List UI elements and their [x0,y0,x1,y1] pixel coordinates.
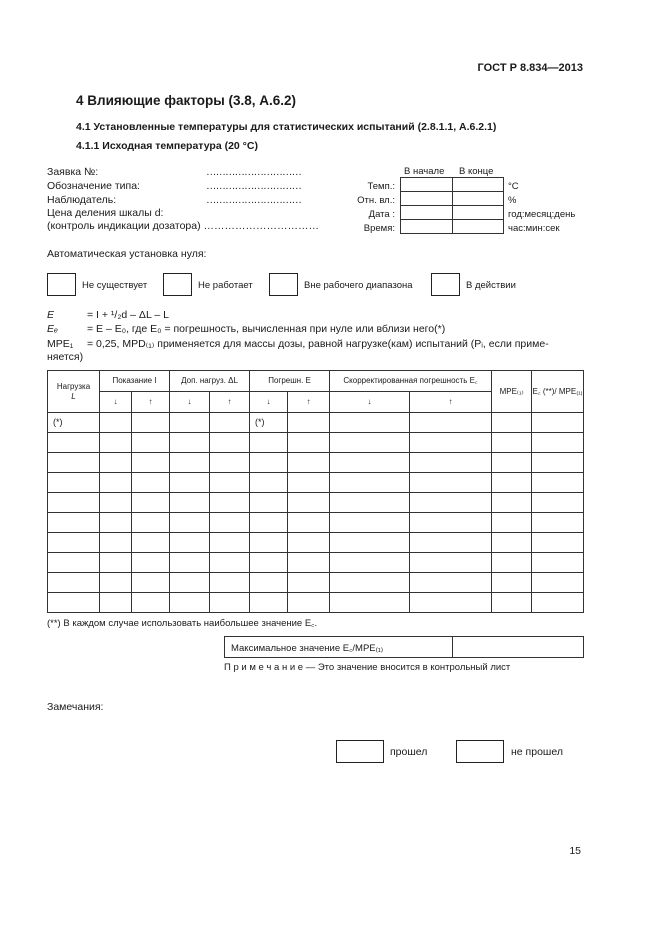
table-row [48,453,584,473]
temp-start-cell[interactable] [401,178,453,192]
subsubsection-title: 4.1.1 Исходная температура (20 °С) [76,140,258,152]
table-cell[interactable] [48,433,100,453]
formula-e-text: = I + ¹/₂d – ΔL – L [87,309,169,321]
header-ratio: E꜀ (**)/ MPE₍₁₎ [532,371,584,413]
note-text: П р и м е ч а н и е — Это значение вносится в контрольный лист [224,662,511,673]
table-cell[interactable] [532,573,584,593]
formula-ec-symbol: Eₑ [47,323,59,335]
table-cell[interactable] [250,513,288,533]
table-cell[interactable] [210,533,250,553]
option-not-working-label: Не работает [198,280,253,291]
remarks-label: Замечания: [47,701,104,713]
table-cell[interactable] [170,433,210,453]
table-cell[interactable] [330,493,410,513]
table-cell[interactable] [410,573,492,593]
table-cell[interactable] [330,573,410,593]
table-cell[interactable] [532,453,584,473]
table-cell[interactable] [492,413,532,433]
header-mpe: MPE₍₁₎ [492,371,532,413]
arrow-down-icon: ↓ [250,392,288,413]
table-cell[interactable] [48,493,100,513]
fail-label: не прошел [511,746,563,758]
arrow-up-icon: ↑ [210,392,250,413]
footnote: (**) В каждом случае использовать наибольшее значение E꜀. [47,618,318,629]
option-not-exist-label: Не существует [82,280,148,291]
table-cell[interactable] [492,473,532,493]
table-row [48,533,584,553]
table-cell[interactable] [532,533,584,553]
table-cell[interactable] [132,573,170,593]
table-cell[interactable] [48,553,100,573]
table-cell[interactable] [492,573,532,593]
field-application-label: Заявка №: [47,166,99,178]
option-active-label: В действии [466,280,516,291]
table-cell[interactable] [532,493,584,513]
table-cell[interactable] [170,493,210,513]
table-row [48,593,584,613]
option-not-exist-checkbox[interactable] [47,273,76,296]
table-cell[interactable] [250,593,288,613]
table-row [48,413,584,433]
table-cell[interactable] [288,413,330,433]
option-not-working-checkbox[interactable] [163,273,192,296]
table-cell[interactable] [492,533,532,553]
header-load-label: Нагрузка [56,381,91,391]
date-unit: год:месяц:день [508,209,576,220]
table-cell[interactable] [170,553,210,573]
table-cell[interactable] [100,493,132,513]
date-label: Дата : [368,209,395,220]
table-cell[interactable] [170,473,210,493]
table-cell[interactable] [48,453,100,473]
table-cell[interactable] [532,513,584,533]
table-cell[interactable] [170,573,210,593]
table-row [48,493,584,513]
col-end-label: В конце [459,166,494,177]
table-cell[interactable] [210,453,250,473]
table-cell[interactable] [132,473,170,493]
formula-ec-text: = E – E₀, где E₀ = погрешность, вычисленная при нуле или вблизи него(*) [87,323,446,335]
table-cell[interactable] [410,473,492,493]
arrow-down-icon: ↓ [100,392,132,413]
table-cell[interactable] [250,553,288,573]
formula-mpe-text: = 0,25, MPD₍₁₎ применяется для массы дозы, равной нагрузке(кам) испытаний (Pᵢ, если приме- [87,338,549,350]
autozero-title: Автоматическая установка нуля: [47,248,207,260]
table-cell[interactable] [532,593,584,613]
table-row [48,513,584,533]
table-cell[interactable] [170,453,210,473]
temp-unit: °С [508,181,519,192]
table-cell[interactable] [410,553,492,573]
table-cell[interactable] [48,473,100,493]
date-start-cell[interactable] [401,206,453,220]
table-cell[interactable] [170,593,210,613]
table-cell[interactable] [250,433,288,453]
max-value-table [224,636,584,658]
table-cell[interactable] [210,593,250,613]
humidity-start-cell[interactable] [401,192,453,206]
humidity-unit: % [508,195,517,206]
arrow-up-icon: ↑ [288,392,330,413]
table-cell[interactable] [492,593,532,613]
header-addload: Доп. нагруз. ΔL [170,371,250,392]
arrow-up-icon: ↑ [410,392,492,413]
row1-load-cell[interactable]: (*) [48,413,100,433]
option-active-checkbox[interactable] [431,273,460,296]
formula-e-symbol: E [47,309,55,321]
table-cell[interactable] [170,533,210,553]
table-cell[interactable] [410,513,492,533]
table-cell[interactable] [288,493,330,513]
arrow-up-icon: ↑ [132,392,170,413]
table-cell[interactable] [210,573,250,593]
table-cell[interactable] [100,413,132,433]
option-out-of-range-checkbox[interactable] [269,273,298,296]
table-cell[interactable] [532,553,584,573]
table-cell[interactable] [210,513,250,533]
table-cell[interactable] [288,453,330,473]
table-cell[interactable] [100,513,132,533]
table-cell[interactable] [250,473,288,493]
table-cell[interactable] [100,593,132,613]
temp-label: Темп.: [367,181,395,192]
table-cell[interactable] [100,433,132,453]
table-cell[interactable] [288,533,330,553]
table-cell[interactable] [210,473,250,493]
time-end-cell[interactable] [452,220,504,234]
error-table [47,370,584,613]
table-cell[interactable] [492,553,532,573]
table-cell[interactable] [100,533,132,553]
table-cell[interactable] [410,533,492,553]
temp-end-cell[interactable] [452,178,504,192]
table-cell[interactable] [132,413,170,433]
table-cell[interactable] [532,473,584,493]
table-cell[interactable] [170,513,210,533]
table-cell[interactable] [250,453,288,473]
table-cell[interactable] [492,493,532,513]
max-value-label: Максимальное значение E꜀/MPE₍₁₎ [225,637,453,658]
table-row [48,473,584,493]
table-cell[interactable] [250,573,288,593]
header-reading: Показание I [100,371,170,392]
table-cell[interactable] [48,573,100,593]
table-cell[interactable] [330,453,410,473]
fail-checkbox[interactable] [456,740,504,763]
table-cell[interactable] [48,513,100,533]
date-end-cell[interactable] [452,206,504,220]
field-application-dots[interactable]: ………………………… [206,166,301,178]
humidity-label: Отн. вл.: [357,195,395,206]
time-unit: час:мин:сек [508,223,560,234]
table-cell[interactable] [250,533,288,553]
table-cell[interactable] [532,413,584,433]
table-cell[interactable] [132,513,170,533]
pass-label: прошел [390,746,428,758]
table-cell[interactable] [210,413,250,433]
table-cell[interactable] [410,453,492,473]
table-cell[interactable] [132,433,170,453]
header-load-symbol: L [71,391,76,401]
table-row [48,433,584,453]
table-cell[interactable] [330,533,410,553]
table-cell[interactable] [492,433,532,453]
field-type-dots[interactable]: ………………………… [206,180,301,192]
col-start-label: В начале [404,166,445,177]
table-cell[interactable] [532,433,584,453]
table-cell[interactable] [410,493,492,513]
formula-mpe-cont: няется) [47,351,84,363]
table-cell[interactable] [210,493,250,513]
section-title: 4 Влияющие факторы (3.8, А.6.2) [76,93,297,108]
table-cell[interactable] [330,553,410,573]
table-cell[interactable] [330,473,410,493]
pass-checkbox[interactable] [336,740,384,763]
max-value-cell[interactable] [453,637,584,658]
arrow-down-icon: ↓ [330,392,410,413]
table-cell[interactable] [492,513,532,533]
table-cell[interactable] [410,413,492,433]
table-cell[interactable] [288,553,330,573]
table-cell[interactable] [330,593,410,613]
table-cell[interactable] [100,473,132,493]
option-out-of-range-label: Вне рабочего диапазона [304,280,413,291]
subsection-title: 4.1 Установленные температуры для статистических испытаний (2.8.1.1, А.6.2.1) [76,121,497,133]
table-cell[interactable] [210,553,250,573]
humidity-end-cell[interactable] [452,192,504,206]
table-cell[interactable] [330,433,410,453]
table-cell[interactable] [132,553,170,573]
table-cell[interactable] [100,453,132,473]
table-cell[interactable] [288,513,330,533]
row1-error-cell[interactable]: (*) [250,413,288,433]
table-cell[interactable] [170,413,210,433]
table-cell[interactable] [288,433,330,453]
table-cell[interactable] [132,533,170,553]
measure-table [400,177,504,234]
standard-code: ГОСТ Р 8.834—2013 [477,62,583,74]
table-row [48,573,584,593]
table-cell[interactable] [288,473,330,493]
field-scale-label: Цена деления шкалы d: [47,207,164,219]
field-observer-dots[interactable]: ………………………… [206,194,301,206]
time-start-cell[interactable] [401,220,453,234]
arrow-down-icon: ↓ [170,392,210,413]
table-cell[interactable] [210,433,250,453]
table-cell[interactable] [330,513,410,533]
header-error: Погрешн. E [250,371,330,392]
table-cell[interactable] [100,553,132,573]
header-load [48,371,100,413]
table-cell[interactable] [132,493,170,513]
table-cell[interactable] [288,593,330,613]
table-cell[interactable] [410,433,492,453]
table-cell[interactable] [250,493,288,513]
table-cell[interactable] [48,533,100,553]
field-indication-label[interactable]: (контроль индикации дозатора) …………………………… [47,220,319,232]
formula-mpe-symbol: MPE₁ [47,338,74,350]
table-cell[interactable] [330,413,410,433]
table-cell[interactable] [410,593,492,613]
header-corrected-error: Скорректированная погрешность E꜀ [330,371,492,392]
time-label: Время: [363,223,395,234]
page-number: 15 [569,845,581,857]
table-cell[interactable] [132,593,170,613]
field-observer-label: Наблюдатель: [47,194,117,206]
table-cell[interactable] [288,573,330,593]
table-cell[interactable] [492,453,532,473]
table-cell[interactable] [48,593,100,613]
field-type-label: Обозначение типа: [47,180,140,192]
table-row [48,553,584,573]
table-cell[interactable] [132,453,170,473]
table-cell[interactable] [100,573,132,593]
